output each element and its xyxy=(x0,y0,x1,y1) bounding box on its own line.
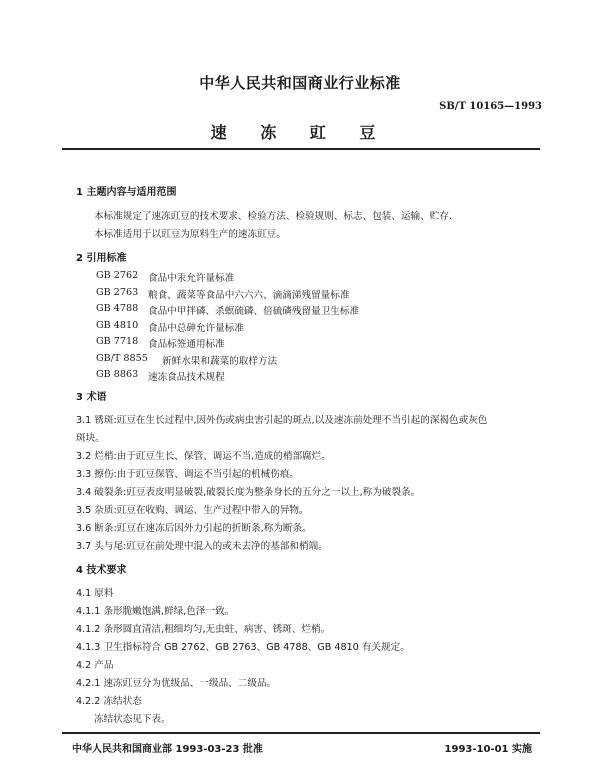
term-3-3: 3.3 擦伤:由于豇豆保管、调运不当引起的机械伤痕。 xyxy=(76,469,300,480)
reference-code: GB/T 8855 xyxy=(96,352,148,364)
clause-4-2: 4.2 产品 xyxy=(76,660,114,671)
term-3-6: 3.6 断条:豇豆在速冻后因外力引起的折断条,称为断条。 xyxy=(76,523,312,534)
clause-4-2-2-text: 冻结状态见下表。 xyxy=(94,714,171,725)
clause-4-1-2: 4.1.2 条形圆直清洁,粗细均匀,无虫蛀、病害、锈斑、烂梢。 xyxy=(76,624,331,635)
reference-title: 食品中甲拌磷、杀螟硫磷、倍硫磷残留量卫生标准 xyxy=(148,306,360,317)
section-1-heading: 1 主题内容与适用范围 xyxy=(76,187,177,198)
reference-code: GB 8863 xyxy=(96,369,139,380)
reference-title: 食品中总砷允许量标准 xyxy=(148,322,244,334)
term-3-7: 3.7 头与尾:豇豆在前处理中混入的或未去净的基部和梢端。 xyxy=(76,541,328,552)
footer-divider xyxy=(62,732,540,734)
reference-title: 食品中汞允许量标准 xyxy=(148,273,235,284)
reference-code: GB 7718 xyxy=(96,336,139,347)
term-3-1-line-2: 斑块。 xyxy=(76,433,105,444)
clause-4-2-1: 4.2.1 速冻豇豆分为优级品、一级品、二级品。 xyxy=(76,678,277,689)
term-3-5: 3.5 杂质:豇豆在收购、调运、生产过程中带入的异物。 xyxy=(76,505,309,516)
effective-date: 1993-10-01 实施 xyxy=(444,744,532,755)
section-1-para-2: 本标准适用于以豇豆为原料生产的速冻豇豆。 xyxy=(94,229,286,240)
section-1-para-1: 本标准规定了速冻豇豆的技术要求、检验方法、检验规则、标志、包装、运输、贮存. xyxy=(94,211,453,222)
reference-code: GB 4810 xyxy=(96,319,139,331)
reference-code: GB 2763 xyxy=(96,286,139,298)
term-3-1-line-1: 3.1 锈斑:豇豆在生长过程中,因外伤或病虫害引起的斑点,以及速冻前处理不当引起的深褐色或灰色 xyxy=(76,415,488,426)
reference-code: GB 2762 xyxy=(96,270,139,281)
reference-title: 粮食、蔬菜等食品中六六六、滴滴涕残留量标准 xyxy=(148,289,350,301)
doc-title: 速 冻 豇 豆 xyxy=(210,123,390,142)
header-divider xyxy=(62,148,540,150)
section-3-heading: 3 术语 xyxy=(76,392,107,403)
reference-title: 新鲜水果和蔬菜的取样方法 xyxy=(162,355,278,367)
reference-code: GB 4788 xyxy=(96,303,139,314)
standard-number: SB/T 10165—1993 xyxy=(439,101,542,112)
term-3-2: 3.2 烂梢:由于豇豆生长、保管、调运不当,造成的梢部腐烂。 xyxy=(76,451,331,462)
clause-4-2-2: 4.2.2 冻结状态 xyxy=(76,696,142,707)
clause-4-1: 4.1 原料 xyxy=(76,588,114,599)
org-title: 中华人民共和国商业行业标准 xyxy=(199,74,401,92)
section-4-heading: 4 技术要求 xyxy=(76,565,127,576)
clause-4-1-3: 4.1.3 卫生指标符合 GB 2762、GB 2763、GB 4788、GB 4810 有关规定。 xyxy=(76,642,410,653)
term-3-4: 3.4 破裂条:豇豆表皮明显破裂,破裂长度为整条身长的五分之一以上,称为破裂条。 xyxy=(76,487,421,498)
reference-title: 速冻食品技术规程 xyxy=(148,372,225,383)
reference-title: 食品标签通用标准 xyxy=(148,339,225,350)
approval-line: 中华人民共和国商业部 1993-03-23 批准 xyxy=(72,744,263,755)
clause-4-1-1: 4.1.1 条形脆嫩饱满,鲜绿,色泽一致。 xyxy=(76,606,235,617)
section-2-heading: 2 引用标准 xyxy=(76,253,127,264)
